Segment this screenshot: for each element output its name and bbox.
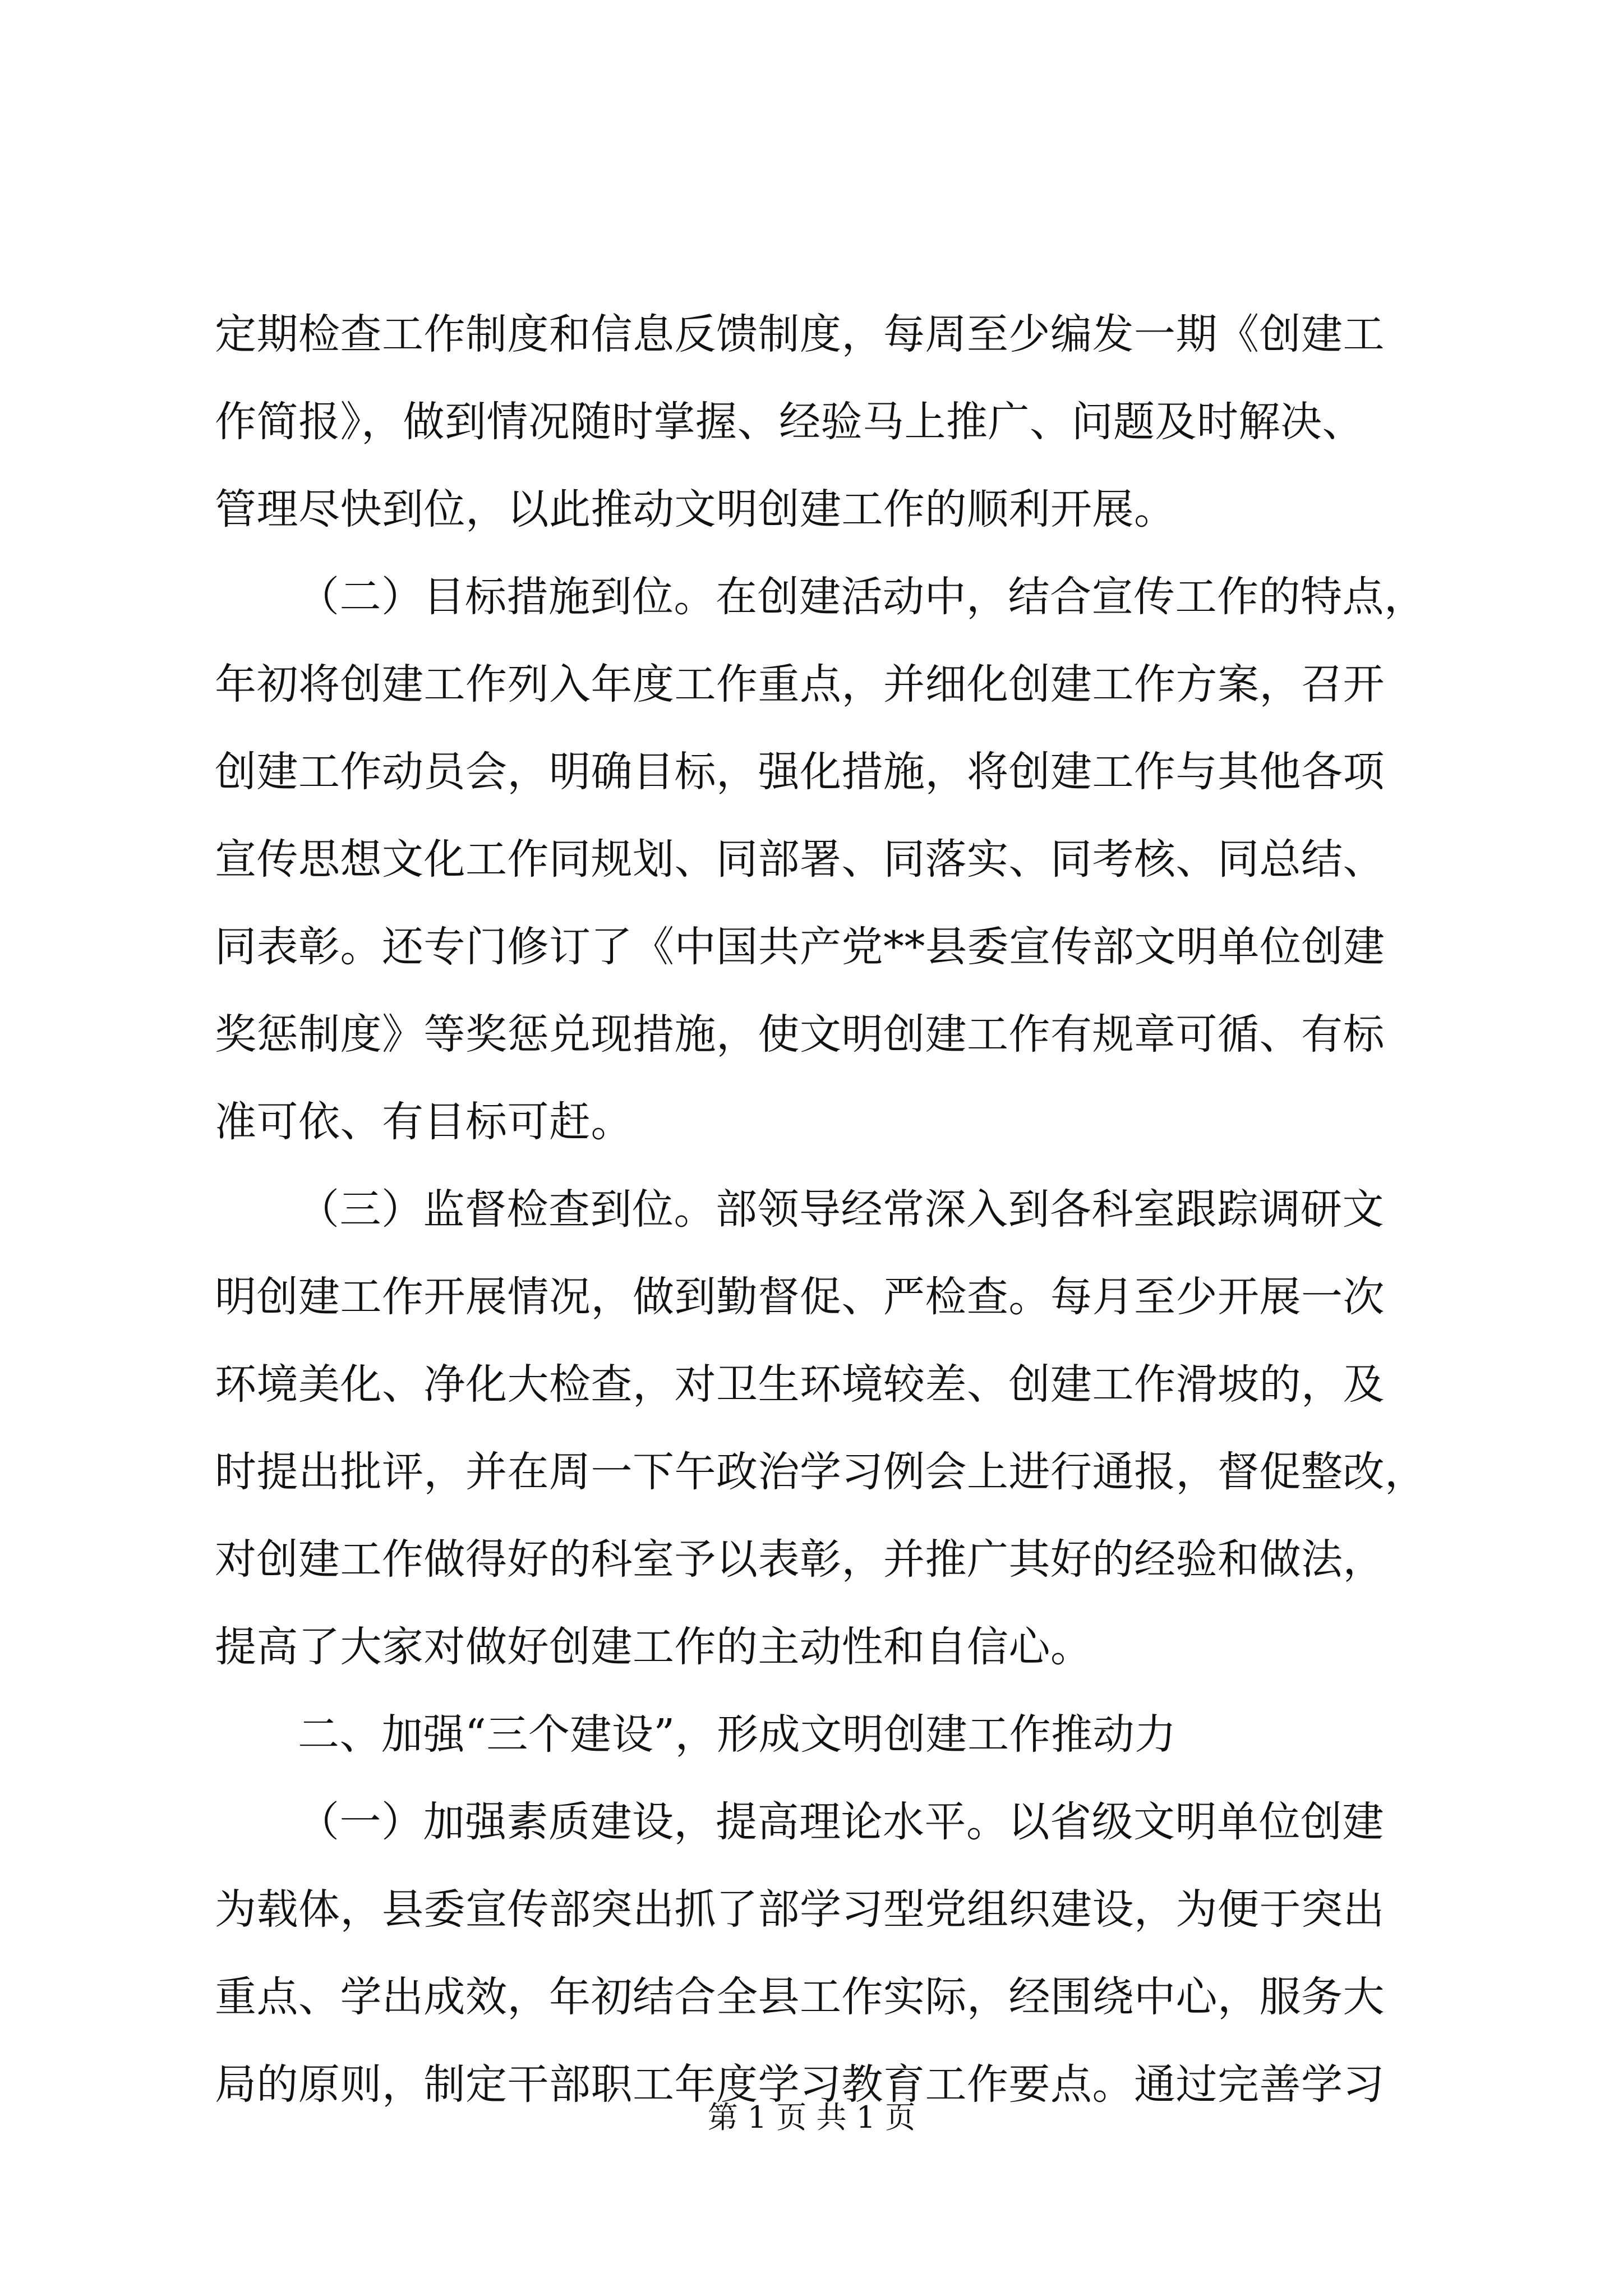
text-line: 管理尽快到位，以此推动文明创建工作的顺利开展。 <box>215 485 1176 533</box>
text-line: 明创建工作开展情况，做到勤督促、严检查。每月至少开展一次 <box>215 1273 1385 1321</box>
paragraph-start-line: （一）加强素质建设，提高理论水平。以省级文明单位创建 <box>298 1798 1384 1846</box>
paragraph-start-line: （三）监督检查到位。部领导经常深入到各科室跟踪调研文 <box>298 1185 1384 1234</box>
text-line: 重点、学出成效，年初结合全县工作实际，经围绕中心，服务大 <box>215 1973 1385 2021</box>
text-line: 时提出批评，并在周一下午政治学习例会上进行通报，督促整改， <box>215 1448 1427 1496</box>
section-heading: 二、加强“三个建设”，形成文明创建工作推动力 <box>298 1710 1177 1759</box>
text-line: 局的原则，制定干部职工年度学习教育工作要点。通过完善学习 <box>215 2060 1385 2109</box>
text-line: 奖惩制度》等奖惩兑现措施，使文明创建工作有规章可循、有标 <box>215 1010 1385 1059</box>
text-line: 提高了大家对做好创建工作的主动性和自信心。 <box>215 1623 1092 1671</box>
text-line: 创建工作动员会，明确目标，强化措施，将创建工作与其他各项 <box>215 748 1385 796</box>
text-line: 年初将创建工作列入年度工作重点，并细化创建工作方案，召开 <box>215 660 1385 708</box>
text-line: 环境美化、净化大检查，对卫生环境较差、创建工作滑坡的，及 <box>215 1360 1385 1409</box>
paragraph-start-line: （二）目标措施到位。在创建活动中，结合宣传工作的特点， <box>298 573 1426 621</box>
document-body <box>215 291 1443 2128</box>
text-line: 同表彰。还专门修订了《中国共产党**县委宣传部文明单位创建 <box>215 923 1385 971</box>
text-line: 定期检查工作制度和信息反馈制度，每周至少编发一期《创建工 <box>215 310 1385 358</box>
text-line: 准可依、有目标可赶。 <box>215 1098 633 1146</box>
text-line: 作简报》，做到情况随时掌握、经验马上推广、问题及时解决、 <box>215 398 1364 446</box>
text-line: 宣传思想文化工作同规划、同部署、同落实、同考核、同总结、 <box>215 835 1385 884</box>
text-line: 为载体，县委宣传部突出抓了部学习型党组织建设，为便于突出 <box>215 1885 1385 1934</box>
page-footer: 第 1 页 共 1 页 <box>707 2100 916 2135</box>
text-line: 对创建工作做得好的科室予以表彰，并推广其好的经验和做法， <box>215 1535 1385 1584</box>
